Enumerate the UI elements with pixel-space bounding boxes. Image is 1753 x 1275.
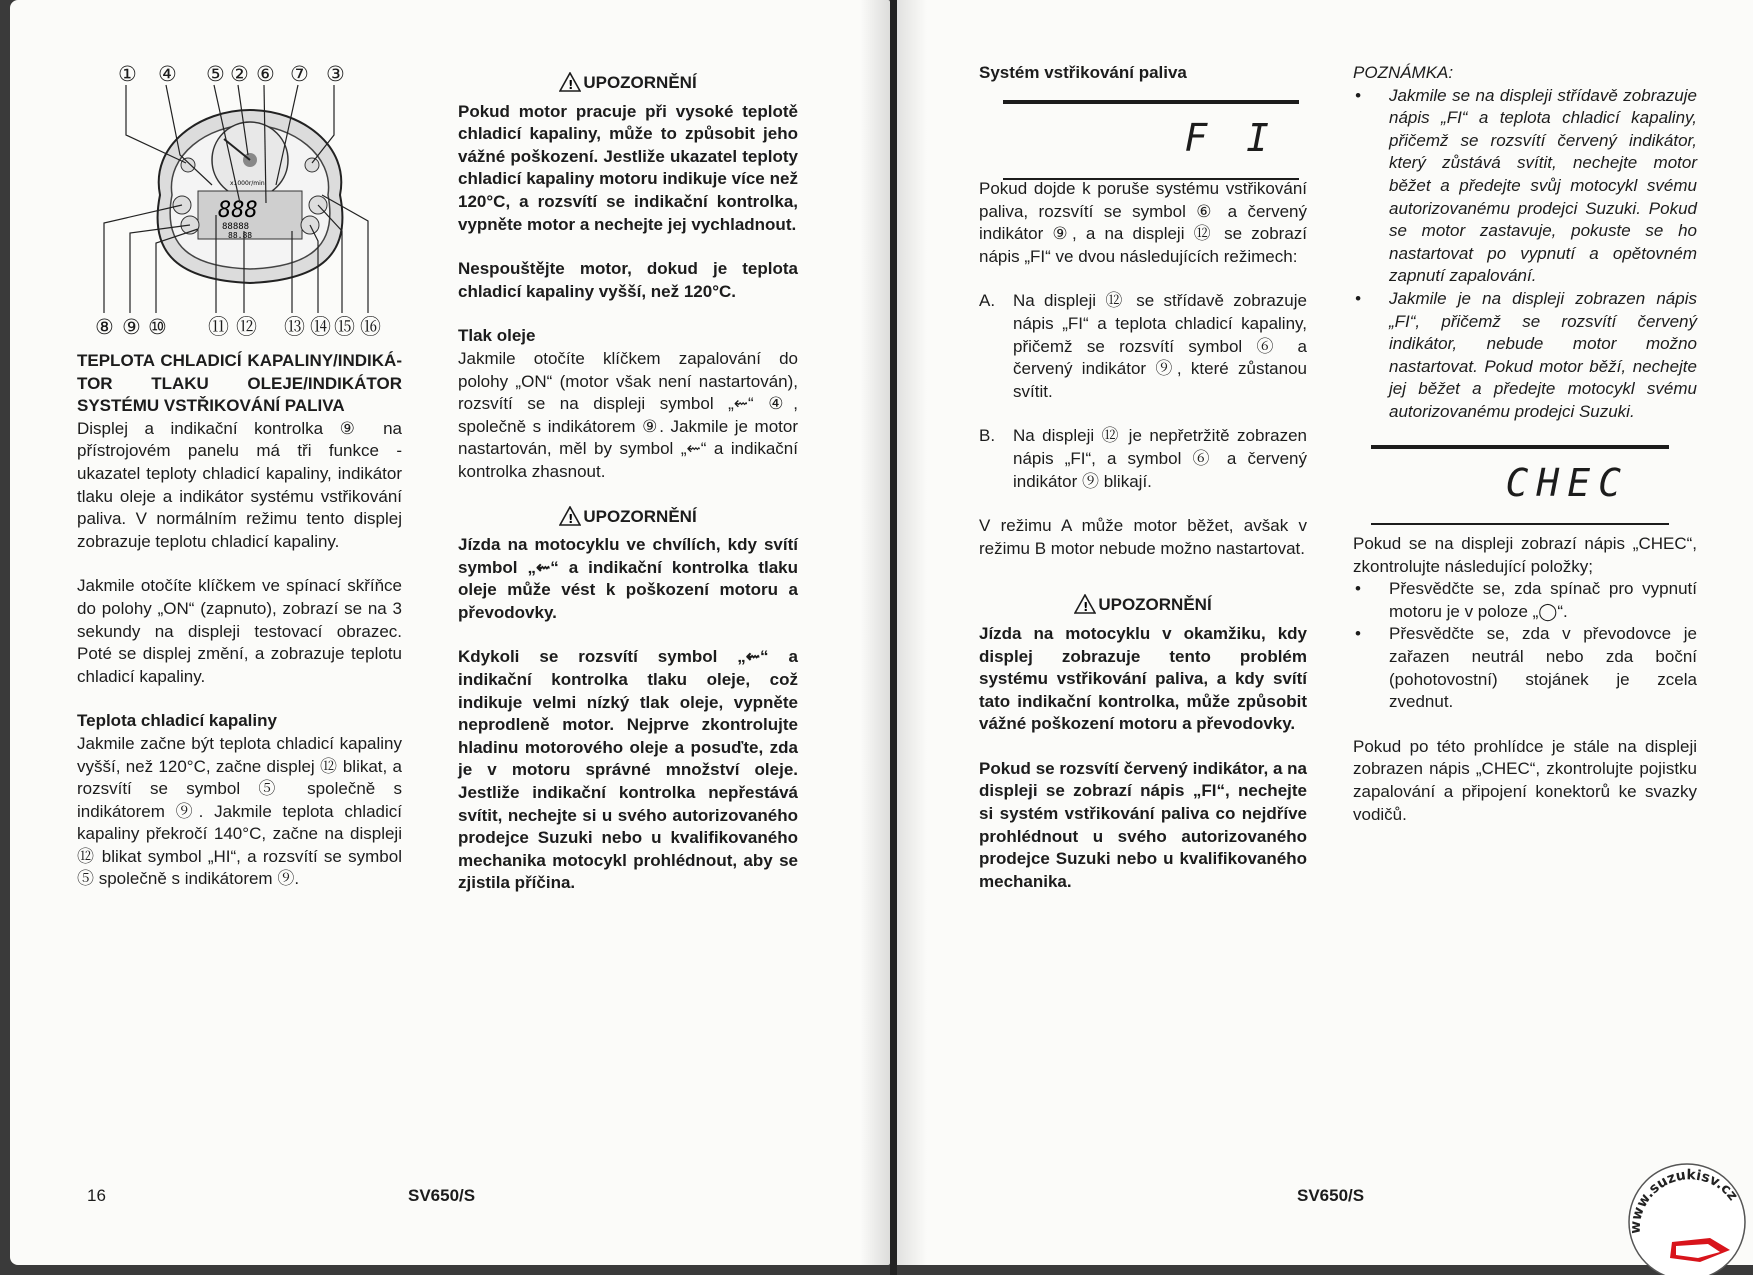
callout-5: ⑤ xyxy=(206,62,225,86)
callout-10: ⑩ xyxy=(148,315,167,339)
callout-12: ⑫ xyxy=(236,315,257,339)
fi-paragraph-2: V režimu A může motor běžet, avšak v režimu B motor nebude možno nastartovat. xyxy=(979,516,1307,558)
intro-paragraph: Displej a indikační kontrolka ⑨ na přístrojovém panelu má tři funkce - ukazatel teploty chladicí kapaliny, indikátor tlaku oleje a indikátor systému vstřikování paliva. V normálním režimu tento displej zobrazuje teplotu chladicí kapaliny. xyxy=(77,418,402,551)
chec-display-illustration xyxy=(1371,445,1669,525)
mode-b-item xyxy=(979,425,1307,493)
fi-display-text: F I xyxy=(1184,116,1277,160)
warning-header-3 xyxy=(979,594,1307,617)
right-column-2 xyxy=(1353,533,1697,848)
section-heading: TEPLOTA CHLADICÍ KAPALINY/INDIKÁ-TOR TLAKU OLEJE/INDIKÁTOR SYSTÉMU VSTŘIKOVÁNÍ PALIVA xyxy=(77,351,402,416)
book-spine xyxy=(890,0,897,1275)
chec-display-text: CHEC xyxy=(1505,461,1629,505)
note-block xyxy=(1353,62,1697,446)
gauge-trip: 88.88 xyxy=(228,231,253,240)
coolant-subheading: Teplota chladicí kapaliny xyxy=(77,711,277,731)
key-on-paragraph: Jakmile otočíte klíčkem ve spínací skříňce do polohy „ON“ (zapnuto), zobrazí se na 3 sekundy na displeji testovací obrazec. Poté se displej změní, a zobrazuje teplotu chladicí kapaliny. xyxy=(77,576,402,686)
callout-11: ⑪ xyxy=(208,315,229,339)
note-title: POZNÁMKA: xyxy=(1353,63,1454,82)
warning-2-paragraph-2: Kdykoli se rozsvítí symbol „⇜“ a indikační kontrolka tlaku oleje, což indikuje velmi nízký tlak oleje, vypněte neprodleně motor. Nejprve zkontrolujte hladinu motorového oleje a posuďte, zda je v motoru správné množství oleje. Jestliže indikační kontrolka nepřestává svítit, nechejte si u svého autorizovaného prodejce Suzuki nebo u kvalifikovaného mechanika motocykl prohlédnout, aby se zjistila příčina. xyxy=(458,647,798,893)
left-column-1 xyxy=(77,350,402,913)
chec-paragraph-2: Pokud po této prohlídce je stále na displeji zobrazen nápis „CHEC“, zkontrolujte pojistku zapalování a připojení konektorů ke svazky vodičů. xyxy=(1353,736,1697,824)
svg-text:!: ! xyxy=(568,78,574,92)
watermark-text: www.suzukisv.cz xyxy=(1627,1167,1741,1235)
gutter-shadow xyxy=(897,0,927,1265)
model-footer-right: SV650/S xyxy=(1297,1186,1365,1205)
left-page xyxy=(10,0,890,1265)
mode-b-label: B. xyxy=(979,426,996,446)
svg-text:!: ! xyxy=(568,511,574,526)
note-item: • Jakmile je na displeji zobrazen nápis „FI“, přičemž se rozsvítí červený indikátor, nebude motor možno nastartovat. Pokud motor běží, nechejte jej běžet a předejte motocykl svému autorizovanému prodejci Suzuki. xyxy=(1353,288,1697,424)
warning-triangle-icon xyxy=(1074,594,1096,614)
warning-triangle-icon xyxy=(559,72,581,92)
warning-1-paragraph-2: Nespouštějte motor, dokud je teplota chladicí kapaliny vyšší, než 120°C. xyxy=(458,259,798,301)
warning-1-paragraph-1: Pokud motor pracuje při vysoké teplotě chladicí kapaliny, může to způsobit jeho vážné poškození. Jestliže ukazatel teploty chladicí kapaliny motoru indikuje více než 120°C, a rozsvítí se indikační kontrolka, vypněte motor a nechejte jej vychladnout. xyxy=(458,101,798,234)
oil-pressure-paragraph: Jakmile otočíte klíčkem zapalování do polohy „ON“ (motor však není nastartován), rozsvítí se na displeji symbol „⇜“ ④, společně s indikátorem ⑨. Jakmile je motor nastartován, měl by symbol „⇜“ a indikační kontrolka zhasnout. xyxy=(458,348,798,481)
warning-3-paragraph-1: Jízda na motocyklu v okamžiku, kdy displej zobrazuje tento problém systému vstřikování paliva, a kdy svítí tato indikační kontrolka, může způsobit vážné poškození motoru a převodovky. xyxy=(979,623,1307,734)
gutter-shadow xyxy=(860,0,890,1265)
callout-6: ⑥ xyxy=(256,62,275,86)
warning-3-paragraph-2: Pokud se rozsvítí červený indikátor, a na displeji se zobrazí nápis „FI“, nechejte si systém vstřikování paliva co nejdříve prohlédnout u svého autorizovaného prodejce Suzuki nebo u kvalifikovaného mechanika. xyxy=(979,758,1307,891)
callout-16: ⑯ xyxy=(360,315,381,339)
right-column-1-body xyxy=(979,178,1307,915)
note-list xyxy=(1353,85,1697,424)
fi-display-illustration xyxy=(1003,100,1299,180)
svg-text:!: ! xyxy=(1083,600,1089,615)
coolant-paragraph: Jakmile začne být teplota chladicí kapaliny vyšší, než 120°C, začne displej ⑫ blikat, a rozsvítí se symbol ⑤ společně s indikátorem ⑨. Jakmile teplota chladicí kapaliny překročí 140°C, začne na displeji ⑫ blikat symbol „HI“, a rozsvítí se symbol ⑤ společně s indikátorem ⑨. xyxy=(77,733,402,889)
warning-title: UPOZORNĚNÍ xyxy=(583,73,697,92)
check-item: • Přesvědčte se, zda spínač pro vypnutí motoru je v poloze „◯“. xyxy=(1353,578,1697,623)
suzukisv-watermark-stamp xyxy=(1612,1150,1752,1275)
right-page xyxy=(897,0,1753,1265)
note-item: • Jakmile se na displeji střídavě zobrazuje nápis „FI“ a teplota chladicí kapaliny, přičemž se rozsvítí červený indikátor, který zůstává svítit, nechejte motor běžet a předejte svůj motocykl svému autorizovanému prodejci Suzuki. Pokud se motor zastavuje, pokuste se ho nastartovat po vypnutí a opětovném zapnutí zapalování. xyxy=(1353,85,1697,288)
mode-b-text: Na displeji ⑫ je nepřetržitě zobrazen nápis „FI“, a symbol ⑥ a červený indikátor ⑨ blikají. xyxy=(1013,426,1307,491)
chec-paragraph-1: Pokud se na displeji zobrazí nápis „CHEC“, zkontrolujte následující položky; xyxy=(1353,534,1697,576)
gauge-scale-label: x1000r/min xyxy=(230,180,265,187)
warning-title: UPOZORNĚNÍ xyxy=(1098,595,1212,615)
callout-3: ③ xyxy=(326,62,345,86)
warning-title: UPOZORNĚNÍ xyxy=(583,506,697,526)
model-footer-left: SV650/S xyxy=(408,1186,476,1205)
callout-9: ⑨ xyxy=(122,315,141,339)
oil-pressure-subheading: Tlak oleje xyxy=(458,326,536,346)
fi-paragraph-1: Pokud dojde k poruše systému vstřikování paliva, rozsvítí se symbol ⑥ a červený indikátor ⑨, a na displeji ⑫ se zobrazí nápis „FI“ ve dvou následujících režimech: xyxy=(979,179,1307,266)
callout-4: ④ xyxy=(158,62,177,86)
callout-14: ⑭ xyxy=(310,315,331,339)
gauge-odometer: 88888 xyxy=(222,222,250,232)
check-list xyxy=(1353,578,1697,714)
fi-section-heading: Systém vstřikování paliva xyxy=(979,63,1187,82)
warning-2-paragraph-1: Jízda na motocyklu ve chvílích, kdy svítí symbol „⇜“ a indikační kontrolka tlaku oleje může vést k poškození motoru a převodovky. xyxy=(458,535,798,622)
callout-2: ② xyxy=(230,62,249,86)
mode-a-label: A. xyxy=(979,291,996,311)
page-number-left: 16 xyxy=(87,1186,106,1205)
mode-a-text: Na displeji ⑫ se střídavě zobrazuje nápis „FI“ a teplota chladicí kapaliny, přičemž se rozsvítí symbol ⑥ a červený indikátor ⑨, které zůstanou svítit. xyxy=(1013,291,1307,401)
callout-8: ⑧ xyxy=(95,315,114,339)
mode-a-item xyxy=(979,290,1307,403)
callout-15: ⑮ xyxy=(334,315,355,339)
check-item: • Přesvědčte se, zda v převodovce je zařazen neutrál nebo zda boční (pohotovostní) stojánek je zcela zvednut. xyxy=(1353,623,1697,713)
callout-13: ⑬ xyxy=(284,315,305,339)
callout-7: ⑦ xyxy=(290,62,309,86)
left-column-2 xyxy=(458,72,798,917)
warning-triangle-icon xyxy=(559,506,581,526)
warning-header-1 xyxy=(458,72,798,95)
callout-1: ① xyxy=(118,62,137,86)
warning-header-2 xyxy=(458,506,798,529)
gauge-digits: 888 xyxy=(218,198,258,223)
instrument-panel-diagram xyxy=(90,55,420,345)
